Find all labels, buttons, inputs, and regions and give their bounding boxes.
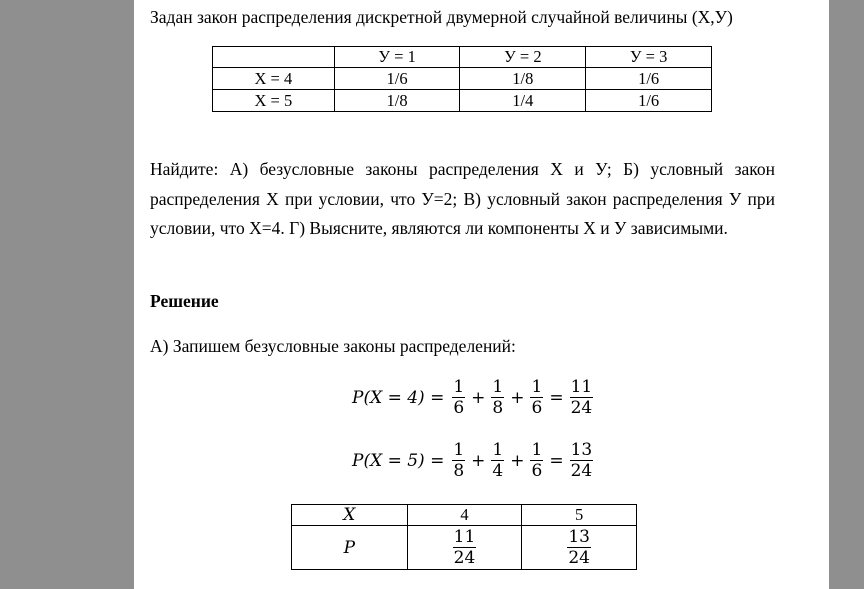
result-fraction: $\frac{13}{24}$ xyxy=(568,526,590,568)
equals-sign: = xyxy=(549,451,564,471)
table-header-cell: У = 2 xyxy=(460,47,586,68)
table-corner-cell xyxy=(213,47,335,68)
table-row xyxy=(292,505,637,526)
plus-sign: + xyxy=(510,451,525,471)
plus-sign: + xyxy=(471,451,486,471)
table-header-cell: У = 3 xyxy=(586,47,712,68)
fraction: $\frac{1}{6}$ xyxy=(453,377,465,418)
row-label-cell: X = 5 xyxy=(213,90,335,112)
table-cell: 5 xyxy=(522,505,637,526)
solution-title: Решение xyxy=(150,291,219,311)
table-cell: 4 xyxy=(407,505,522,526)
plus-sign: + xyxy=(471,388,486,408)
x-label-cell: X xyxy=(292,505,408,526)
step-a-text: А) Запишем безусловные законы распределений: xyxy=(150,336,516,356)
plus-sign: + xyxy=(510,388,525,408)
table-row xyxy=(213,68,712,90)
row-label-cell: X = 4 xyxy=(213,68,335,90)
equation-p-x5 xyxy=(352,440,595,482)
fraction: $\frac{1}{6}$ xyxy=(531,377,543,418)
left-margin-background xyxy=(0,0,134,589)
table-cell: 1/8 xyxy=(460,68,586,90)
equation-lhs: P(X = 4) = xyxy=(352,388,445,408)
fraction: $\frac{1}{8}$ xyxy=(453,440,465,481)
task-paragraph: Найдите: А) безусловные законы распределения X и У; Б) условный закон распределения X при условии, что У=2; В) условный закон распределения У при условии, что X=4. Г) Выясните, являются ли компоненты X и У зависимыми. xyxy=(150,159,775,238)
marginal-distribution-table xyxy=(291,504,637,570)
p-label-cell: P xyxy=(292,526,408,570)
table-header-row xyxy=(213,47,712,68)
result-fraction: $\frac{13}{24}$ xyxy=(570,440,593,481)
table-cell: 1/6 xyxy=(334,68,460,90)
table-cell xyxy=(522,526,637,570)
problem-heading: Задан закон распределения дискретной двумерной случайной величины (X,У) xyxy=(150,7,733,27)
fraction: $\frac{1}{6}$ xyxy=(531,440,543,481)
table-row xyxy=(213,90,712,112)
fraction: $\frac{1}{8}$ xyxy=(492,377,504,418)
document-page xyxy=(134,0,829,589)
result-fraction: $\frac{11}{24}$ xyxy=(570,377,593,418)
table-header-cell: У = 1 xyxy=(334,47,460,68)
table-cell: 1/6 xyxy=(586,68,712,90)
table-cell: 1/8 xyxy=(334,90,460,112)
result-fraction: $\frac{11}{24}$ xyxy=(453,526,476,568)
fraction: $\frac{1}{4}$ xyxy=(492,440,504,481)
right-margin-background xyxy=(829,0,864,589)
joint-distribution-table xyxy=(212,46,712,112)
equation-p-x4 xyxy=(352,377,595,419)
equation-lhs: P(X = 5) = xyxy=(352,451,445,471)
table-cell: 1/4 xyxy=(460,90,586,112)
table-cell xyxy=(407,526,522,570)
table-cell: 1/6 xyxy=(586,90,712,112)
table-row xyxy=(292,526,637,570)
equals-sign: = xyxy=(549,388,564,408)
